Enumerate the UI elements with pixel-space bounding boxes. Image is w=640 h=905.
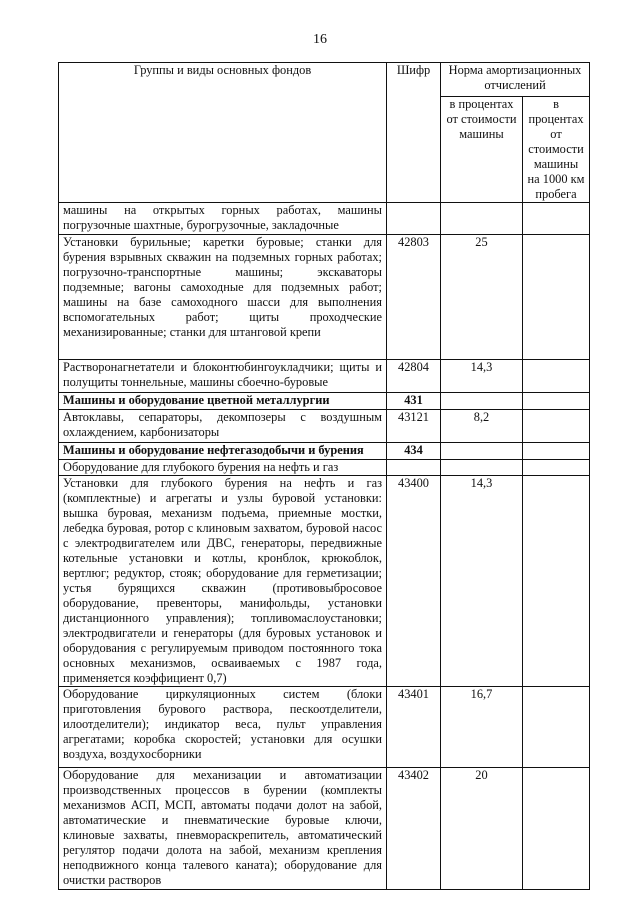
- page-number: 16: [313, 32, 327, 47]
- row-rate-percent: [441, 443, 523, 460]
- table-row: [59, 687, 590, 768]
- row-rate-percent: 8,2: [441, 410, 523, 443]
- row-description: Установки бурильные; каретки буровые; станки для бурения взрывных скважин на подземных горных работах; погрузочно-транспортные машины; экскаваторы подземные; вагоны самоходные для подземных работ; машины на базе самоходного шасси для выполнения вспомогательных работ; щиты проходческие механизированные; станки для штанговой крепи: [59, 235, 387, 360]
- table-row: [59, 460, 590, 476]
- table-row: [59, 235, 590, 360]
- table-row: [59, 476, 590, 687]
- row-rate-per-1000km: [523, 476, 590, 687]
- row-rate-percent: [441, 393, 523, 410]
- row-rate-percent: 25: [441, 235, 523, 360]
- row-cipher: 42803: [387, 235, 441, 360]
- header-percent-per-1000km: в процентах от стоимости машины на 1000 км пробега: [523, 97, 590, 203]
- row-cipher: 43401: [387, 687, 441, 768]
- row-cipher: 42804: [387, 360, 441, 393]
- table-row: [59, 410, 590, 443]
- row-rate-per-1000km: [523, 360, 590, 393]
- row-rate-per-1000km: [523, 768, 590, 890]
- row-description: Машины и оборудование нефтегазодобычи и бурения: [59, 443, 387, 460]
- row-description: Растворонагнетатели и блоконтюбингоукладчики; щиты и полущиты тоннельные, машины сбоечно-буровые: [59, 360, 387, 393]
- row-rate-percent: 14,3: [441, 360, 523, 393]
- header-cipher: Шифр: [387, 63, 441, 203]
- row-description: Установки для глубокого бурения на нефть и газ (комплектные) и агрегаты и узлы буровой установки: вышка буровая, механизм подъема, приемные мостки, лебедка буровая, ротор с клиновым захватом, буровой насос с электродвигателем или ДВС, генераторы, передвижные котельные установки и котлы, кронблок, крюкоблок, вертлюг; редуктор, стояк; оборудование для герметизации; устья бурящихся скважин (противовыбросовое оборудование, превенторы, манифольды, установки дистанционного управления); топливомаслоустановки; электродвигатели и генераторы (для буровых установок и оборудования с регулируемым приводом постоянного тока основных механизмов, осваиваемых с 1987 года, применяется коэффициент 0,7): [59, 476, 387, 687]
- row-description: Оборудование для механизации и автоматизации производственных процессов в бурении (комплекты механизмов АСП, МСП, автоматы подачи долот на забой, автоматические и пневматические буровые ключи, клиновые захваты, пневмораскрепитель, автоматический регулятор подачи долота на забой, механизм крепления неподвижного конца талевого каната); оборудование для очистки растворов: [59, 768, 387, 890]
- row-cipher: 434: [387, 443, 441, 460]
- row-cipher: 43121: [387, 410, 441, 443]
- row-rate-percent: 14,3: [441, 476, 523, 687]
- depreciation-table: [58, 62, 590, 890]
- row-description: Машины и оборудование цветной металлургии: [59, 393, 387, 410]
- row-rate-percent: 16,7: [441, 687, 523, 768]
- row-rate-percent: [441, 460, 523, 476]
- row-cipher: [387, 460, 441, 476]
- row-rate-per-1000km: [523, 235, 590, 360]
- row-description: машины на открытых горных работах, машины погрузочные шахтные, бурогрузочные, закладочные: [59, 203, 387, 235]
- section-row: [59, 393, 590, 410]
- row-rate-per-1000km: [523, 203, 590, 235]
- row-description: Автоклавы, сепараторы, декомпозеры с воздушным охлаждением, карбонизаторы: [59, 410, 387, 443]
- header-groups: Группы и виды основных фондов: [59, 63, 387, 203]
- table-row: [59, 360, 590, 393]
- row-cipher: 43402: [387, 768, 441, 890]
- row-rate-per-1000km: [523, 687, 590, 768]
- row-cipher: 431: [387, 393, 441, 410]
- row-cipher: [387, 203, 441, 235]
- row-cipher: 43400: [387, 476, 441, 687]
- row-rate-per-1000km: [523, 410, 590, 443]
- row-description: Оборудование циркуляционных систем (блоки приготовления бурового раствора, пескоотделители, илоотделители); индикатор веса, пульт управления агрегатами; коробка скоростей; установки для осушки воздуха, воздухосборники: [59, 687, 387, 768]
- header-norm: Норма амортизационных отчислений: [441, 63, 590, 97]
- row-rate-per-1000km: [523, 393, 590, 410]
- row-rate-percent: [441, 203, 523, 235]
- row-rate-per-1000km: [523, 460, 590, 476]
- table-row: [59, 768, 590, 890]
- row-rate-per-1000km: [523, 443, 590, 460]
- section-row: [59, 443, 590, 460]
- table-row: [59, 203, 590, 235]
- row-rate-percent: 20: [441, 768, 523, 890]
- row-description: Оборудование для глубокого бурения на нефть и газ: [59, 460, 387, 476]
- header-percent-cost: в процентах от стоимости машины: [441, 97, 523, 203]
